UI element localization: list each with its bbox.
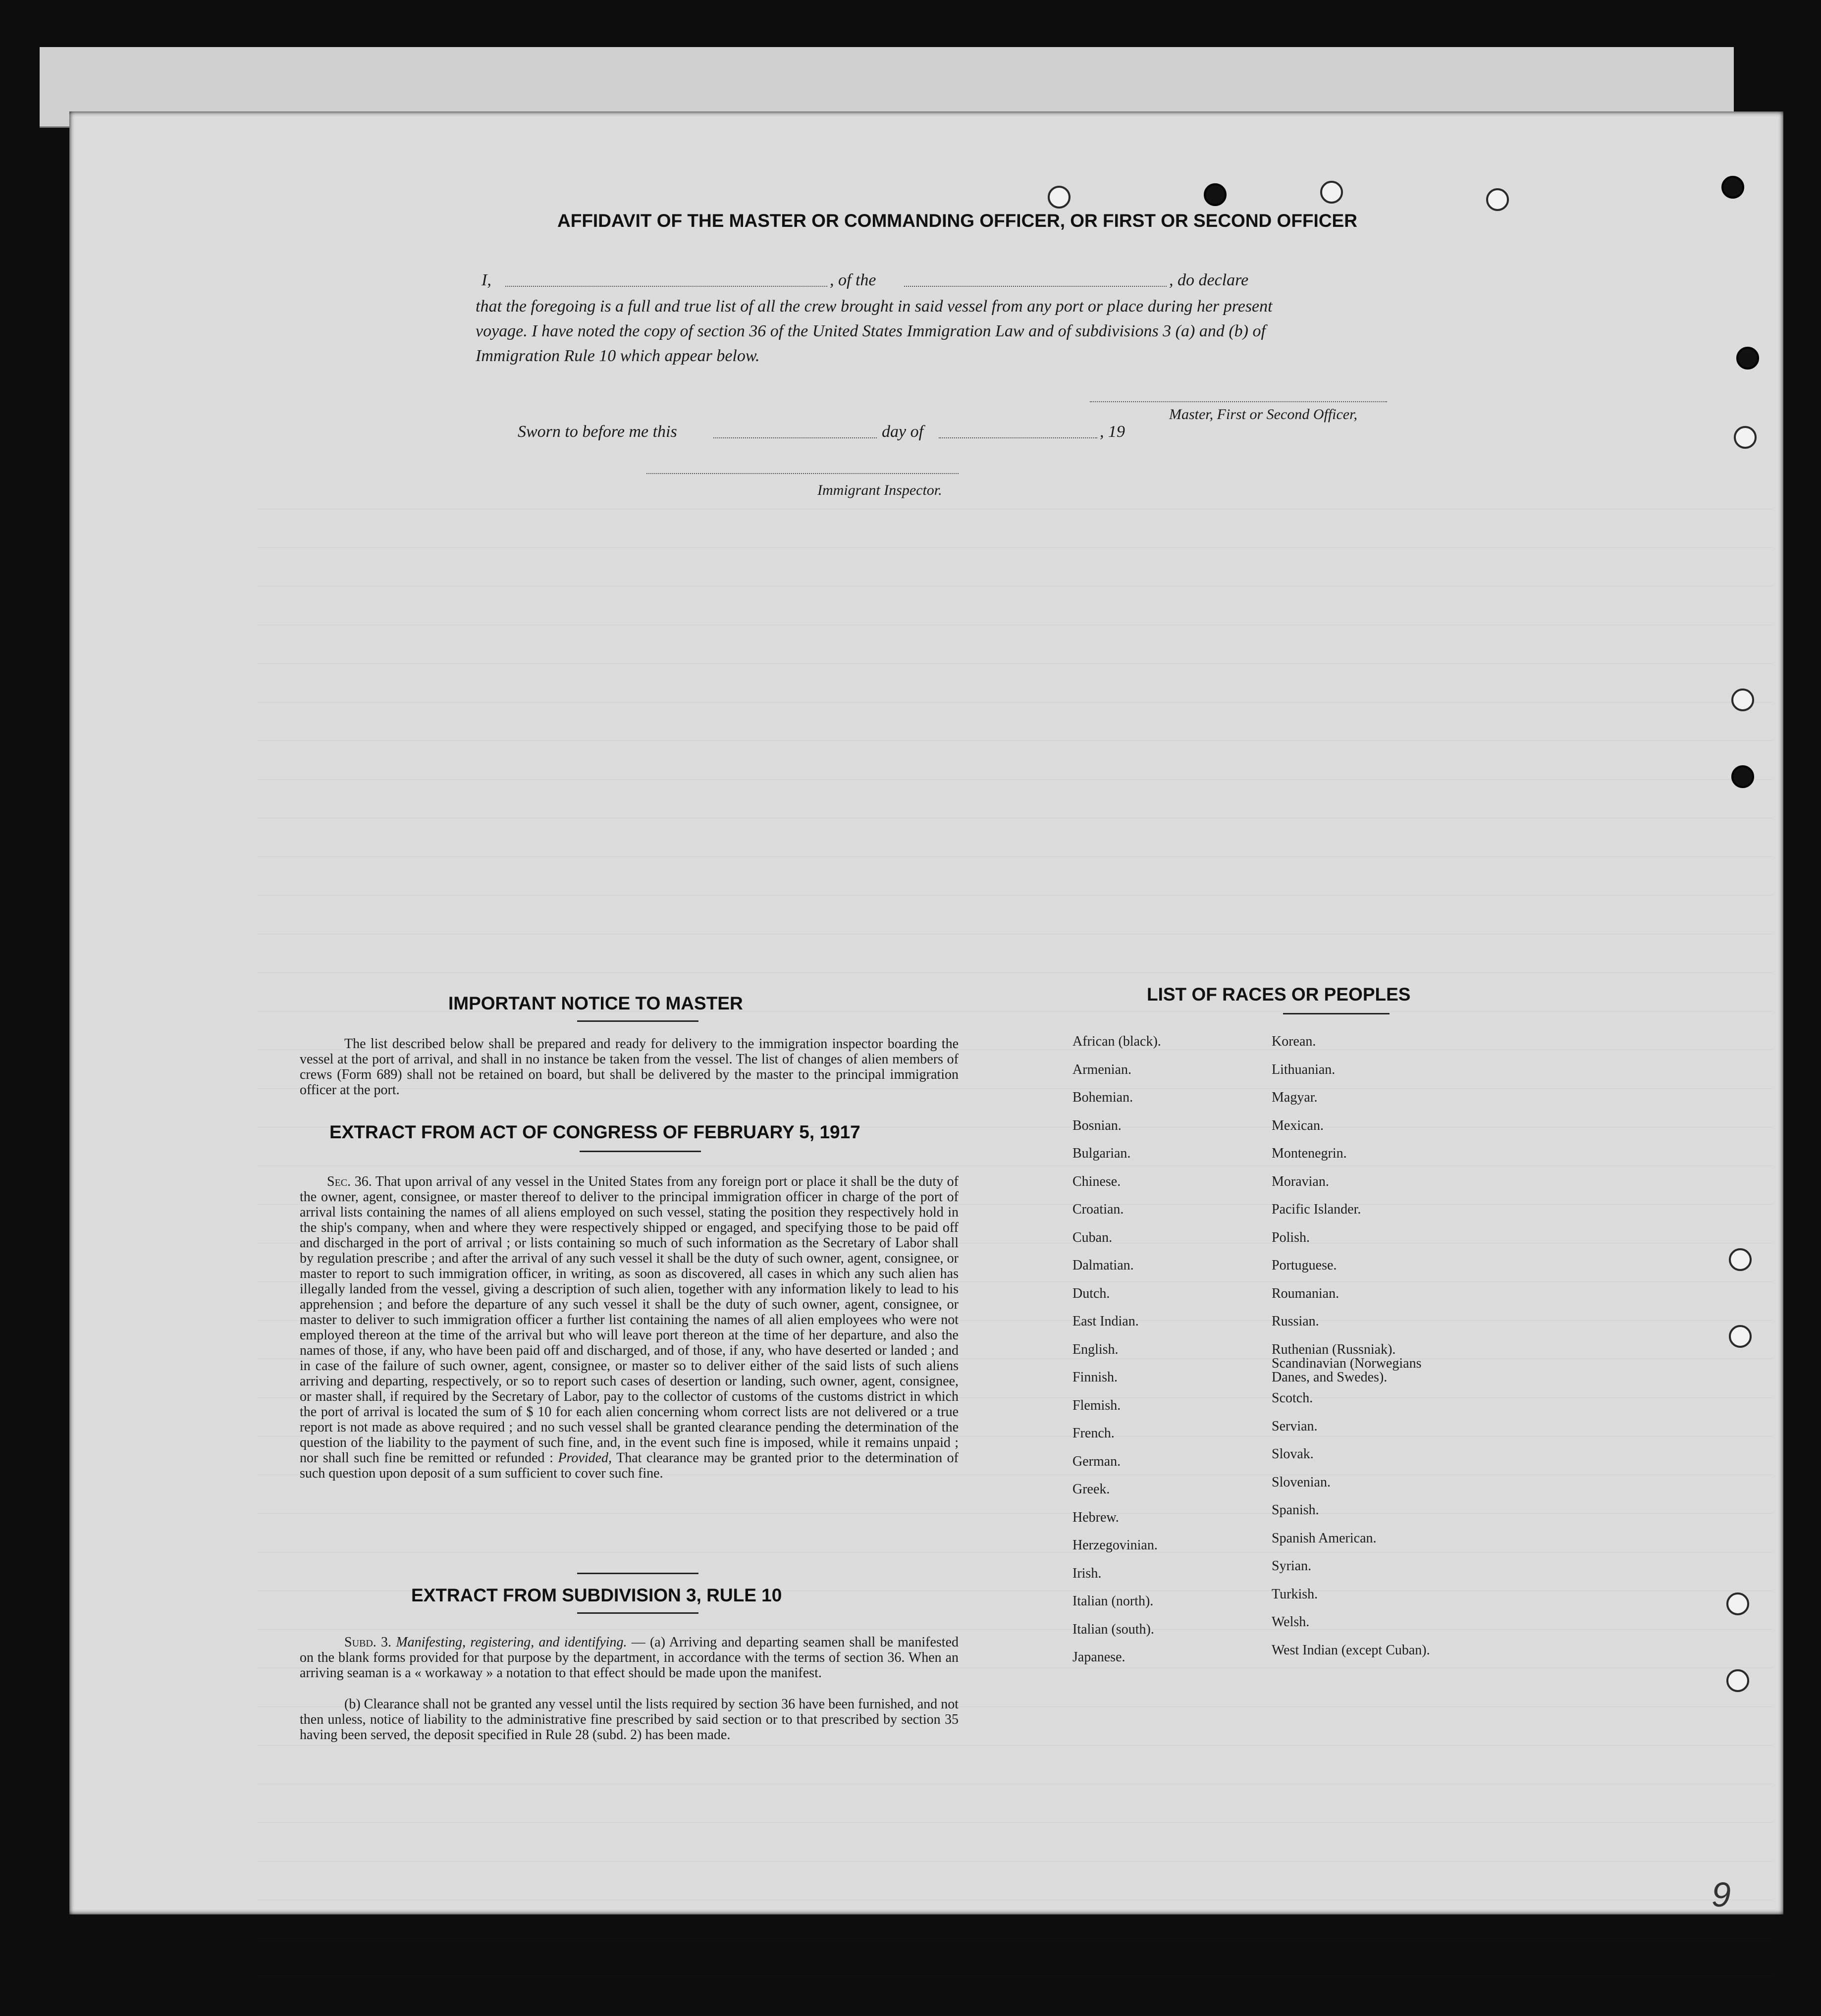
races-column-2	[1272, 1028, 1430, 1664]
bleed-through-row	[258, 614, 1773, 625]
punch-hole	[1048, 186, 1071, 209]
sworn-month-blank[interactable]	[939, 437, 1097, 438]
bleed-through-row	[258, 768, 1773, 780]
punch-hole	[1736, 347, 1759, 370]
race-item: German.	[1072, 1453, 1121, 1469]
race-item: Scotch.	[1272, 1390, 1313, 1406]
sec-label: Sec. 36.	[327, 1174, 372, 1189]
race-item: Armenian.	[1072, 1061, 1131, 1077]
race-item: African (black).	[1072, 1034, 1161, 1049]
name-blank[interactable]	[505, 286, 827, 287]
punch-hole	[1726, 1592, 1749, 1615]
punch-hole	[1486, 188, 1509, 211]
race-item: Syrian.	[1272, 1558, 1312, 1574]
race-item: Moravian.	[1272, 1173, 1329, 1189]
affidavit-declare: , do declare	[1169, 271, 1249, 289]
divider	[580, 1151, 701, 1152]
bleed-through-row	[258, 1773, 1773, 1784]
bleed-through-row	[258, 575, 1773, 586]
subd-title: Manifesting, registering, and identifying.	[396, 1635, 627, 1650]
race-item: Magyar.	[1272, 1090, 1318, 1105]
race-item: Chinese.	[1072, 1173, 1121, 1189]
race-item: Flemish.	[1072, 1397, 1121, 1413]
race-item: Mexican.	[1272, 1117, 1324, 1133]
punch-hole	[1729, 1248, 1752, 1271]
race-item: West Indian (except Cuban).	[1272, 1642, 1430, 1658]
race-item: Scandinavian (Norwegians	[1272, 1356, 1422, 1371]
bleed-through-row	[258, 846, 1773, 857]
bleed-through-row	[258, 1889, 1773, 1900]
bleed-through-row	[258, 884, 1773, 896]
bleed-through-row	[258, 498, 1773, 509]
punch-hole	[1204, 183, 1227, 206]
bleed-through-row	[258, 961, 1773, 973]
race-item: Spanish American.	[1272, 1530, 1377, 1546]
inspector-label: Immigrant Inspector.	[817, 482, 942, 498]
race-item: Polish.	[1272, 1229, 1310, 1245]
bleed-through-row	[258, 1927, 1773, 1939]
bleed-through-row	[258, 1502, 1773, 1514]
race-item: Hebrew.	[1072, 1509, 1119, 1525]
punch-hole	[1721, 176, 1744, 199]
rule-para-b: (b) Clearance shall not be granted any vessel until the lists required by section 36 have been furnished, and not then unless, notice of liability to the administrative fine prescribed by said section or to that prescribed by section 35 having been served, the deposit specified in Rule 28 (subd. 2) has been made.	[300, 1697, 959, 1743]
para-a-text: — (a) Arriving and departing seamen shall be manifested on the blank forms provided for that purpose by the department, in accordance with the terms of section 36. When an arriving seaman is a « workaway » a notation to that effect should be made upon the manifest.	[300, 1635, 959, 1681]
act-extract-title: EXTRACT FROM ACT OF CONGRESS OF FEBRUARY 5, 1917	[329, 1122, 860, 1142]
race-item: Japanese.	[1072, 1649, 1125, 1665]
page-number-mark: 9	[1712, 1875, 1731, 1914]
race-item: Welsh.	[1272, 1614, 1310, 1630]
race-item: Lithuanian.	[1272, 1061, 1336, 1077]
race-item: Bohemian.	[1072, 1090, 1133, 1105]
race-item: Dalmatian.	[1072, 1258, 1134, 1273]
vessel-blank[interactable]	[904, 286, 1167, 287]
notice-title: IMPORTANT NOTICE TO MASTER	[448, 993, 743, 1013]
race-item: French.	[1072, 1426, 1115, 1441]
race-item: Bosnian.	[1072, 1117, 1122, 1133]
master-signature-blank[interactable]	[1090, 401, 1387, 402]
punch-hole	[1320, 181, 1343, 204]
affidavit-body-line: Immigration Rule 10 which appear below.	[476, 347, 760, 365]
document-page	[69, 111, 1783, 1914]
race-item: Herzegovinian.	[1072, 1538, 1158, 1553]
sworn-day-blank[interactable]	[713, 437, 877, 438]
race-item: Italian (south).	[1072, 1621, 1154, 1637]
bleed-through-row	[258, 1811, 1773, 1823]
race-item: Spanish.	[1272, 1502, 1319, 1518]
affidavit-title: AFFIDAVIT OF THE MASTER OR COMMANDING OFFICER, OR FIRST OR SECOND OFFICER	[557, 211, 1357, 231]
race-item: Pacific Islander.	[1272, 1202, 1361, 1217]
race-item: Irish.	[1072, 1565, 1102, 1581]
punch-hole	[1731, 689, 1754, 711]
divider	[577, 1020, 698, 1022]
races-title: LIST OF RACES OR PEOPLES	[1147, 984, 1411, 1005]
punch-hole	[1734, 426, 1757, 449]
race-item: Croatian.	[1072, 1202, 1124, 1217]
act-extract-text	[300, 1174, 959, 1481]
bleed-through-row	[258, 730, 1773, 741]
bleed-through-row	[258, 1155, 1773, 1166]
bleed-through-row	[258, 536, 1773, 548]
race-item: Korean.	[1272, 1034, 1316, 1049]
proviso-text: That clearance may be granted prior to the determination of such question upon deposit of a sum sufficient to cover such fine.	[300, 1450, 959, 1481]
divider	[577, 1573, 698, 1574]
race-item: Italian (north).	[1072, 1593, 1154, 1609]
bleed-through-row	[258, 807, 1773, 818]
punch-hole	[1729, 1325, 1752, 1348]
bleed-through-row	[258, 923, 1773, 934]
bleed-through-row	[258, 1541, 1773, 1552]
race-item: Roumanian.	[1272, 1285, 1339, 1301]
race-item: East Indian.	[1072, 1314, 1139, 1329]
bleed-through-row	[258, 2005, 1773, 2016]
race-item: Dutch.	[1072, 1285, 1110, 1301]
race-item: Greek.	[1072, 1482, 1110, 1497]
race-item: Finnish.	[1072, 1370, 1118, 1385]
sworn-label: Sworn to before me this	[518, 423, 677, 441]
proviso-label: Provided,	[558, 1450, 612, 1466]
affidavit-body-line: voyage. I have noted the copy of section 36 of the United States Immigration Law and of subdivisions 3 (a) and (b) of	[476, 322, 1266, 340]
bleed-through-row	[258, 691, 1773, 702]
subd-label: Subd. 3.	[344, 1635, 392, 1650]
race-item: Bulgarian.	[1072, 1146, 1131, 1161]
affidavit-of-the: , of the	[830, 271, 876, 289]
year-label: , 19	[1100, 423, 1125, 441]
inspector-signature-blank[interactable]	[646, 473, 959, 474]
sec-36-text: That upon arrival of any vessel in the United States from any foreign port or place it shall be the duty of the owner, agent, consignee, or master thereof to deliver to the principal immigration officer in charge of the port of arrival lists containing the names of all aliens employed on such vessel, stating the position they respectively hold in the ship's company, when and where they were respectively shipped or engaged, and specifying those to be paid off and discharged in the port of arrival ; or lists containing so much of such information as the Secretary of Labor shall by regulation prescribe ; and after the arrival of any such vessel it shall be the duty of such owner, agent, consignee, or master to report to such immigration officer, in writing, as soon as discovered, all cases in which any such alien has illegally landed from the vessel, giving a description of such alien, together with any information likely to lead to his apprehension ; and before the departure of any such vessel it shall be the duty of such owner, agent, consignee, or master to deliver to such immigration officer a further list containing the names of all alien employees who were not employed thereon at the time of the arrival but who will leave port thereon at the time of her departure, and also the names of those, if any, who have been paid off and discharged, and of those, if any, who have deserted or landed ; and in case of the failure of such owner, agent, consignee, or master so to deliver either of the said lists of such aliens arriving and departing, respectively, or so to report such cases of desertion or landing, such owner, agent, consignee, or master shall, if required by the Secretary of Labor, pay to the collector of customs of the customs district in which the port of arrival is located the sum of $ 10 for each alien concerning whom correct lists are not delivered or a true report is not made as above required ; and no such vessel shall be granted clearance pending the determination of the question of the liability to the payment of such fine, and, in the event such fine is imposed, while it remains unpaid ; nor shall such fine be remitted or refunded :	[300, 1174, 959, 1466]
notice-text: The list described below shall be prepared and ready for delivery to the immigration inspector boarding the vessel at the port of arrival, and shall in no instance be taken from the vessel. The list of changes of alien members of crews (Form 689) shall not be retained on board, but shall be delivered by the master to the principal immigration officer at the port.	[300, 1036, 959, 1098]
punch-hole	[1726, 1669, 1749, 1692]
race-item: Montenegrin.	[1272, 1146, 1347, 1161]
day-of-label: day of	[882, 423, 924, 441]
affidavit-i: I,	[482, 271, 491, 289]
race-item: Portuguese.	[1272, 1258, 1337, 1273]
bleed-through-row	[258, 1966, 1773, 1977]
bleed-through-row	[258, 1850, 1773, 1861]
master-label: Master, First or Second Officer,	[1169, 406, 1357, 423]
divider	[577, 1612, 698, 1614]
races-column-1	[1072, 1028, 1161, 1672]
affidavit-body-line: that the foregoing is a full and true list of all the crew brought in said vessel from any port or place during her present	[476, 297, 1273, 316]
race-item: Servian.	[1272, 1418, 1318, 1434]
race-item: Slovenian.	[1272, 1474, 1331, 1490]
race-item: Russian.	[1272, 1314, 1319, 1329]
race-item: Danes, and Swedes).	[1272, 1370, 1388, 1385]
divider	[1283, 1013, 1390, 1014]
race-item: Slovak.	[1272, 1446, 1314, 1462]
race-item: Turkish.	[1272, 1586, 1318, 1602]
race-item: Cuban.	[1072, 1229, 1113, 1245]
punch-hole	[1731, 765, 1754, 788]
rule-para-a	[300, 1635, 959, 1681]
race-item: Ruthenian (Russniak).	[1272, 1341, 1396, 1357]
bleed-through-row	[258, 652, 1773, 664]
bleed-through-row	[258, 1618, 1773, 1630]
race-item: English.	[1072, 1341, 1119, 1357]
rule-extract-title: EXTRACT FROM SUBDIVISION 3, RULE 10	[411, 1585, 782, 1605]
